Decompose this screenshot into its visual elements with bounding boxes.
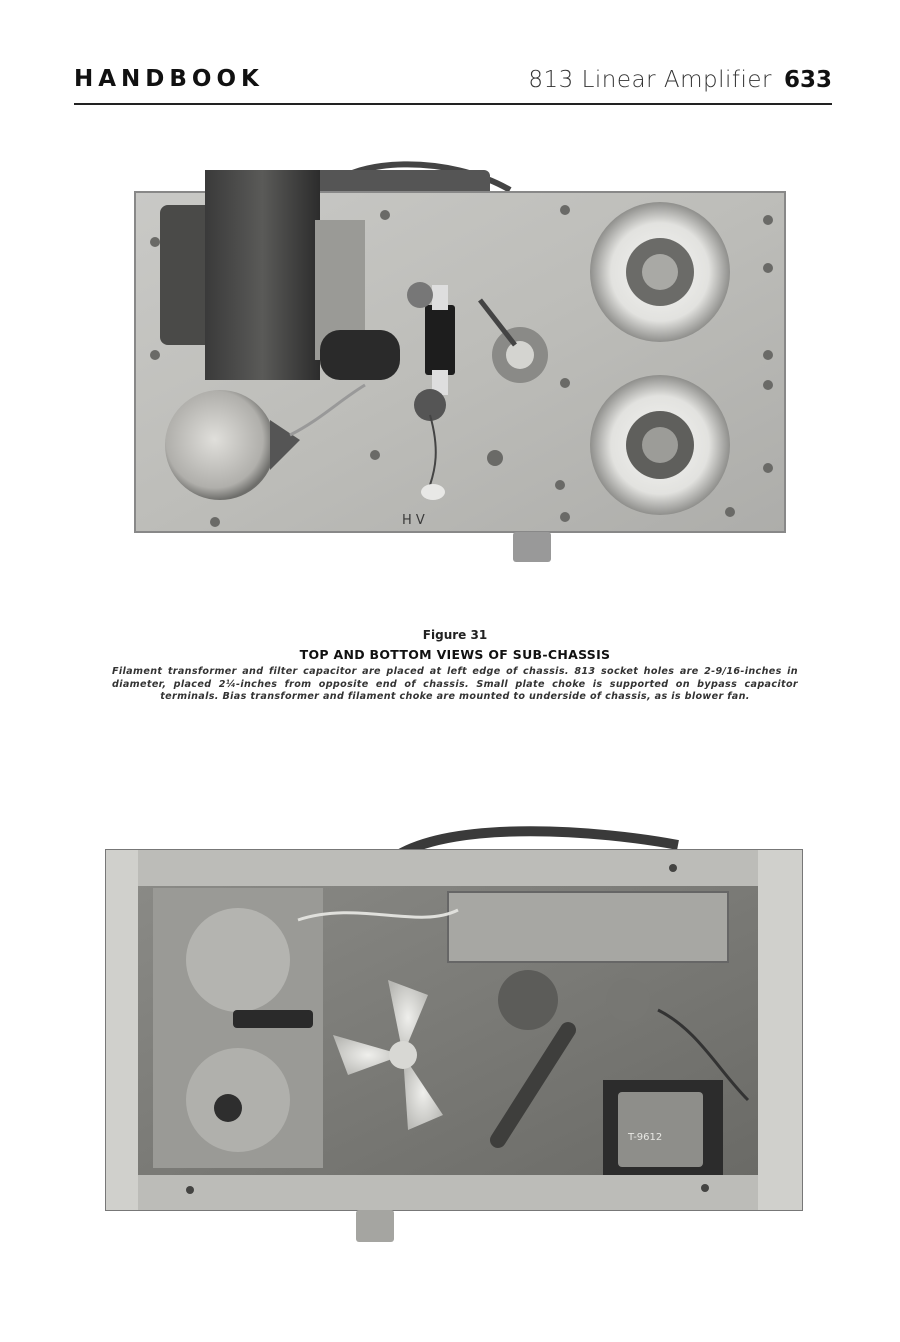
figure-caption	[110, 628, 800, 704]
page-number: 633	[783, 67, 832, 93]
running-head-book: HANDBOOK	[74, 66, 264, 92]
page-header	[74, 62, 832, 102]
top-view-photo	[120, 150, 800, 570]
hv-marking: H V	[402, 513, 425, 528]
figure-title: TOP AND BOTTOM VIEWS OF SUB-CHASSIS	[299, 647, 611, 662]
figure-label: Figure 31	[422, 628, 488, 642]
transformer-marking: T-9612	[628, 1132, 663, 1143]
figure-description: Filament transformer and filter capacitor are placed at left edge of chassis. 813 socket holes are 2-9/16-inches in diameter, placed 2¼-inches from opposite end of chassis. Small plate choke is supported on bypass capacitor terminals. Bias transformer and filament choke are mounted to underside of chassis, as is blower fan.	[112, 666, 798, 702]
bottom-view-photo	[98, 800, 810, 1250]
running-head-section: 813 Linear Amplifier	[528, 67, 772, 93]
header-rule	[74, 103, 832, 105]
running-head-right	[528, 66, 832, 93]
